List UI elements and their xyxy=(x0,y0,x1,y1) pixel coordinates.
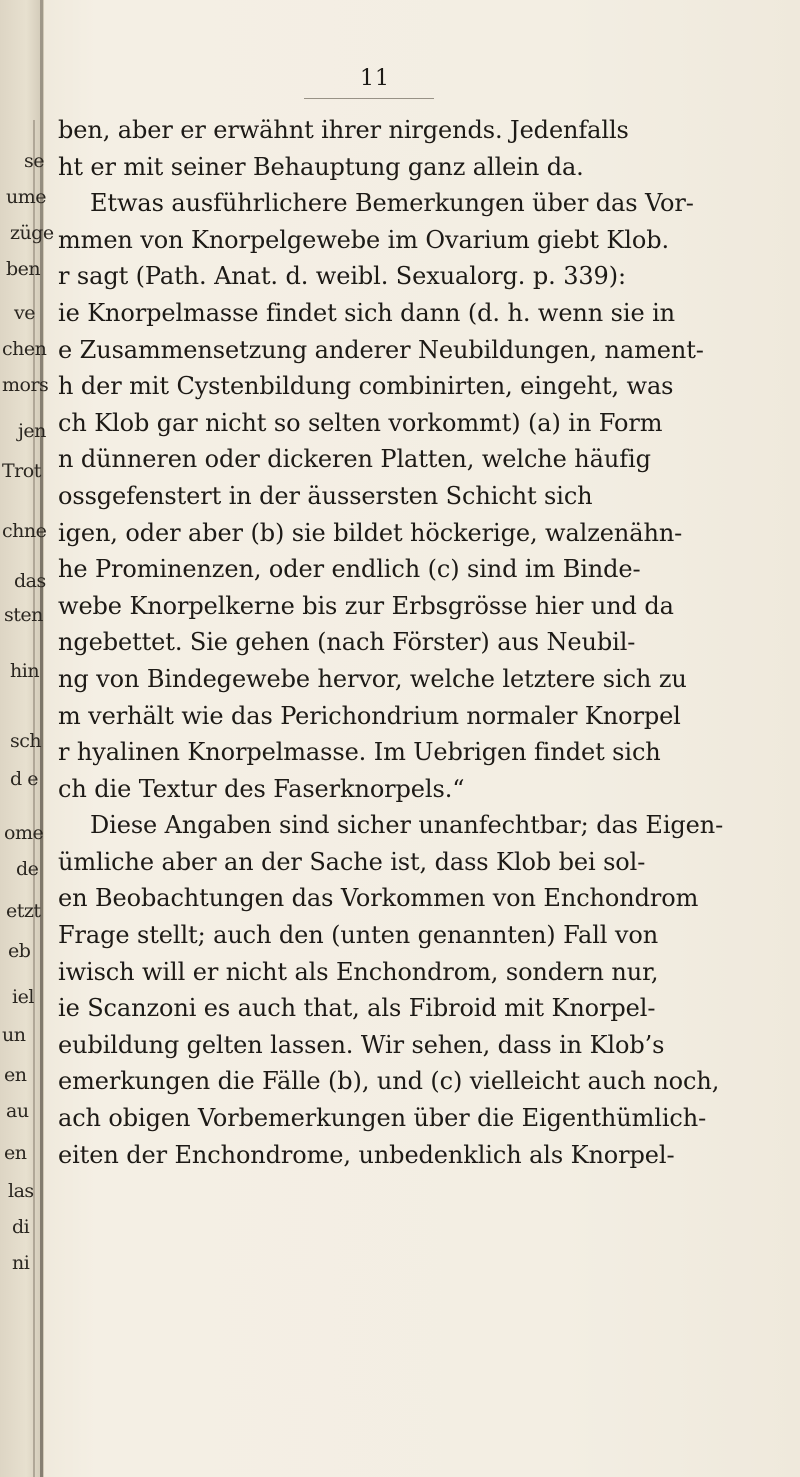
gutter-fragment: ome xyxy=(4,822,44,844)
gutter-fragment: züge xyxy=(10,222,54,244)
text-line: eubildung gelten lassen. Wir sehen, dass in Klob’s xyxy=(58,1030,665,1059)
gutter-fragment: en xyxy=(4,1142,27,1164)
text-line: ach obigen Vorbemerkungen über die Eigenthümlich- xyxy=(58,1104,707,1133)
text-line: ng von Bindegewebe hervor, welche letztere sich zu xyxy=(58,664,687,693)
text-line: eiten der Enchondrome, unbedenklich als Knorpel- xyxy=(58,1140,675,1169)
header-rule xyxy=(304,98,434,99)
text-line: r sagt (Path. Anat. d. weibl. Sexualorg. p. 339): xyxy=(58,262,626,291)
gutter-fragment: ni xyxy=(12,1252,30,1274)
gutter-fragment: hin xyxy=(10,660,40,682)
gutter-fragment: jen xyxy=(18,420,46,442)
body-text xyxy=(58,112,788,1173)
text-line: h der mit Cystenbildung combinirten, eingeht, was xyxy=(58,372,674,401)
left-gutter xyxy=(0,0,54,1477)
text-line: ie Knorpelmasse findet sich dann (d. h. wenn sie in xyxy=(58,298,676,327)
gutter-fragment: das xyxy=(14,570,46,592)
text-line: ie Scanzoni es auch that, als Fibroid mit Knorpel- xyxy=(58,994,656,1023)
gutter-fragment: un xyxy=(2,1024,26,1046)
text-line: webe Knorpelkerne bis zur Erbsgrösse hier und da xyxy=(58,591,674,620)
text-line: en Beobachtungen das Vorkommen von Enchondrom xyxy=(58,884,699,913)
gutter-fragment: iel xyxy=(12,986,34,1008)
text-line: m verhält wie das Perichondrium normaler Knorpel xyxy=(58,701,681,730)
text-line: igen, oder aber (b) sie bildet höckerige, walzenähn- xyxy=(58,518,683,547)
text-line: Diese Angaben sind sicher unanfechtbar; das Eigen- xyxy=(90,811,724,840)
text-line: n dünneren oder dickeren Platten, welche häufig xyxy=(58,445,651,474)
gutter-fragment: di xyxy=(12,1216,30,1238)
gutter-fragment: sten xyxy=(4,604,43,626)
text-line: r hyalinen Knorpelmasse. Im Uebrigen findet sich xyxy=(58,738,661,767)
gutter-fragment: de xyxy=(16,858,39,880)
text-line: emerkungen die Fälle (b), und (c) vielleicht auch noch, xyxy=(58,1067,720,1096)
text-line: iwisch will er nicht als Enchondrom, sondern nur, xyxy=(58,957,659,986)
gutter-fragment: en xyxy=(4,1064,27,1086)
gutter-fragment: ume xyxy=(6,186,46,208)
gutter-fragment: chen xyxy=(2,338,47,360)
gutter-fragment: d e xyxy=(10,768,38,790)
page-number xyxy=(0,66,800,91)
gutter-fragment: Trot xyxy=(2,460,41,482)
text-line: ngebettet. Sie gehen (nach Förster) aus Neubil- xyxy=(58,628,636,657)
text-line: e Zusammensetzung anderer Neubildungen, nament- xyxy=(58,335,704,364)
text-line: Frage stellt; auch den (unten genannten) Fall von xyxy=(58,921,659,950)
text-line: Etwas ausführlichere Bemerkungen über das Vor- xyxy=(90,189,694,218)
gutter-fragment: se xyxy=(24,150,44,172)
gutter-fragment: ve xyxy=(14,302,35,324)
gutter-fragment: au xyxy=(6,1100,29,1122)
gutter-fragment: etzt xyxy=(6,900,41,922)
text-line: he Prominenzen, oder endlich (c) sind im Binde- xyxy=(58,555,641,584)
page-number-text: 11 xyxy=(360,66,390,91)
text-line: ossgefenstert in der äussersten Schicht sich xyxy=(58,481,593,510)
gutter-fragment: ben xyxy=(6,258,41,280)
text-line: ben, aber er erwähnt ihrer nirgends. Jedenfalls xyxy=(58,116,629,144)
text-line: mmen von Knorpelgewebe im Ovarium giebt Klob. xyxy=(58,225,669,254)
text-line: ch Klob gar nicht so selten vorkommt) (a) in Form xyxy=(58,408,663,437)
text-line: ht er mit seiner Behauptung ganz allein da. xyxy=(58,152,584,181)
gutter-fragment: las xyxy=(8,1180,34,1202)
gutter-fragment: chne xyxy=(2,520,47,542)
text-line: ümliche aber an der Sache ist, dass Klob bei sol- xyxy=(58,847,646,876)
gutter-fragment: mors xyxy=(2,374,49,396)
gutter-fragment: sch xyxy=(10,730,42,752)
text-line: ch die Textur des Faserknorpels.“ xyxy=(58,774,465,803)
gutter-fragment: eb xyxy=(8,940,31,962)
